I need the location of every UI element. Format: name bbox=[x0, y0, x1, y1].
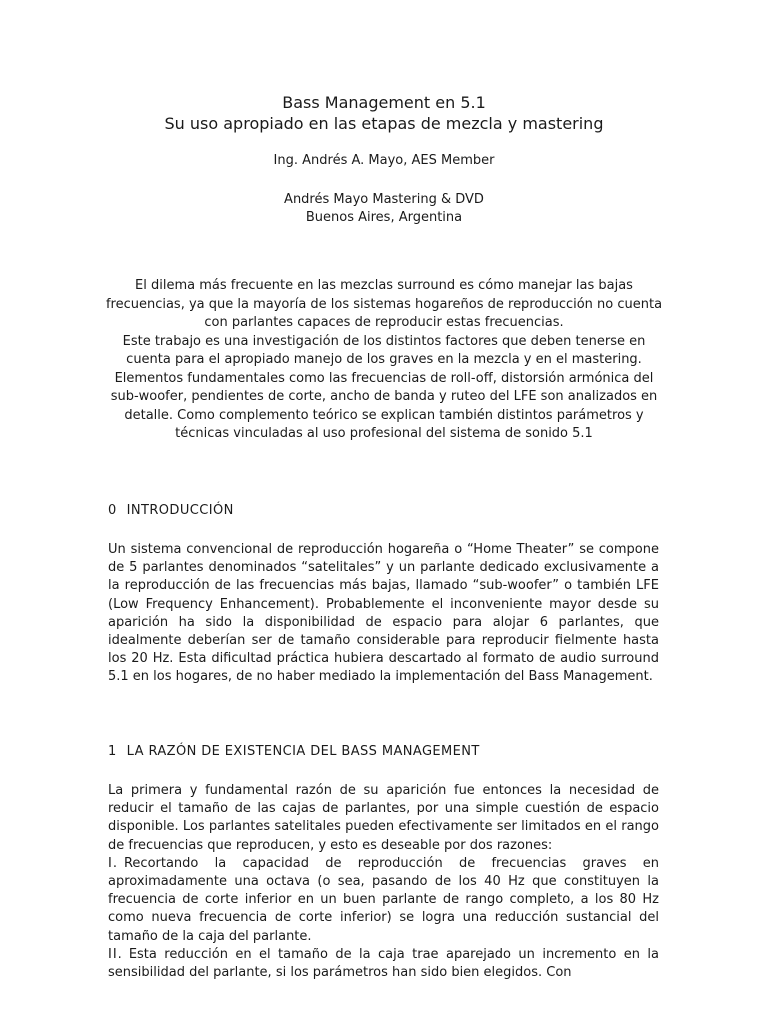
abstract bbox=[104, 277, 664, 444]
abstract-paragraph: El dilema más frecuente en las mezclas surround es cómo manejar las bajas frecuencias, ya que la mayoría de los sistemas hogareños de reproducción no cuenta con parlantes capaces de reproducir estas frecuencias. bbox=[105, 278, 663, 330]
section-title: INTRODUCCIÓN bbox=[126, 503, 234, 518]
section-number: 0 bbox=[108, 503, 117, 518]
list-marker: I. bbox=[108, 855, 118, 871]
body-paragraph: Un sistema convencional de reproducción hogareña o “Home Theater” se compone de 5 parlantes denominados “satelitales” y un parlante dedicado exclusivamente a la reproducción de las frecuencias más bajas, llamado “sub-woofer” o también LFE (Low Frequency Enhancement). Probablemente el inconveniente mayor desde su aparición ha sido la disponibilidad de espacio para alojar 6 parlantes, que idealmente deberían ser de tamaño considerable para reproducir fielmente hasta los 20 Hz. Esta dificultad práctica hubiera descartado al formato de audio surround 5.1 en los hogares, de no haber mediado la implementación del Bass Management. bbox=[108, 542, 659, 685]
section-body-introduccion bbox=[108, 541, 659, 687]
section-heading-bass-management bbox=[108, 743, 480, 761]
title-block bbox=[0, 92, 768, 134]
affiliation-company: Andrés Mayo Mastering & DVD bbox=[284, 192, 484, 207]
section-title: LA RAZÓN DE EXISTENCIA DEL BASS MANAGEMENT bbox=[126, 744, 480, 759]
section-number: 1 bbox=[108, 744, 117, 759]
list-item-text: Recortando la capacidad de reproducción de frecuencias graves en aproximadamente una octava (o sea, pasando de los 40 Hz que constituyen la frecuencia de corte inferior en un buen parlante de rango completo, a los 80 Hz como nueva frecuencia de corte inferior) se logra una reducción sustancial del tamaño de la caja del parlante. bbox=[108, 855, 659, 944]
list-item-text: Esta reducción en el tamaño de la caja trae aparejado un incremento en la sensibilidad del parlante, si los parámetros han sido bien elegidos. Con bbox=[108, 946, 659, 981]
list-marker: II. bbox=[108, 946, 123, 962]
affiliation bbox=[0, 191, 768, 227]
document-subtitle: Su uso apropiado en las etapas de mezcla y mastering bbox=[164, 114, 604, 133]
author-line: Ing. Andrés A. Mayo, AES Member bbox=[273, 153, 495, 168]
abstract-paragraph: Este trabajo es una investigación de los distintos factores que deben tenerse en cuenta para el apropiado manejo de los graves en la mezcla y en el mastering. Elementos fundamentales como las frecuencias de roll-off, distorsión armónica del sub-woofer, pendientes de corte, ancho de banda y ruteo del LFE son analizados en detalle. Como complemento teórico se explican también distintos parámetros y técnicas vinculadas al uso profesional del sistema de sonido 5.1 bbox=[110, 333, 658, 441]
section-heading-introduccion bbox=[108, 502, 234, 520]
affiliation-location: Buenos Aires, Argentina bbox=[305, 210, 463, 225]
list-item bbox=[108, 855, 659, 946]
body-paragraph: La primera y fundamental razón de su aparición fue entonces la necesidad de reducir el tamaño de las cajas de parlantes, por una simple cuestión de espacio disponible. Los parlantes satelitales pueden efectivamente ser limitados en el rango de frecuencias que reproducen, y esto es deseable por dos razones: bbox=[108, 783, 659, 853]
list-item bbox=[108, 946, 659, 982]
document-title: Bass Management en 5.1 bbox=[282, 93, 486, 112]
section-body-bass-management bbox=[108, 782, 659, 982]
